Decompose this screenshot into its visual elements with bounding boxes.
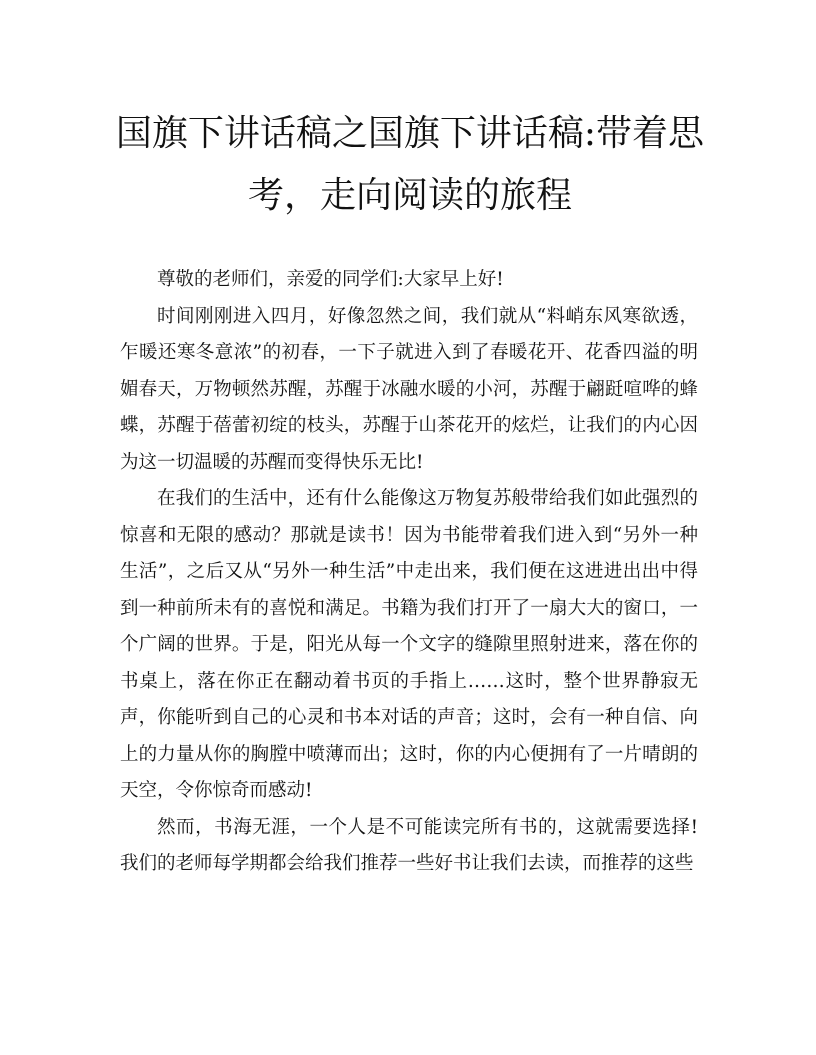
paragraph-choice: 然而，书海无涯，一个人是不可能读完所有书的，这就需要选择!我们的老师每学期都会给我们推荐一些好书让我们去读，而推荐的这些 [120,816,698,874]
paragraph-greeting: 尊敬的老师们，亲爱的同学们:大家早上好! [157,269,504,290]
paragraph-reading: 在我们的生活中，还有什么能像这万物复苏般带给我们如此强烈的惊喜和无限的感动？那就是读书！因为书能带着我们进入到“另外一种生活”，之后又从“另外一种生活”中走出来，我们便在这进进出出中得到一种前所未有的喜悦和满足。书籍为我们打开了一扇大大的窗口，一个广阔的世界。于是，阳光从每一个文字的缝隙里照射进来，落在你的书桌上，落在你正在翻动着书页的手指上……这时，整个世界静寂无声，你能听到自己的心灵和书本对话的声音；这时，会有一种自信、向上的力量从你的胸膛中喷薄而出；这时，你的内心便拥有了一片晴朗的天空，令你惊奇而感动! [120,488,698,801]
document-body [120,262,698,883]
document-title: 国旗下讲话稿之国旗下讲话稿:带着思考，走向阅读的旅程 [115,113,705,216]
paragraph-spring: 时间刚刚进入四月，好像忽然之间，我们就从“料峭东风寒欲透，乍暖还寒冬意浓”的初春，一下子就进入到了春暖花开、花香四溢的明媚春天，万物顿然苏醒，苏醒于冰融水暖的小河，苏醒于翩跹喧哗的蜂蝶，苏醒于蓓蕾初绽的枝头，苏醒于山茶花开的炫烂，让我们的内心因为这一切温暖的苏醒而变得快乐无比! [120,305,698,473]
